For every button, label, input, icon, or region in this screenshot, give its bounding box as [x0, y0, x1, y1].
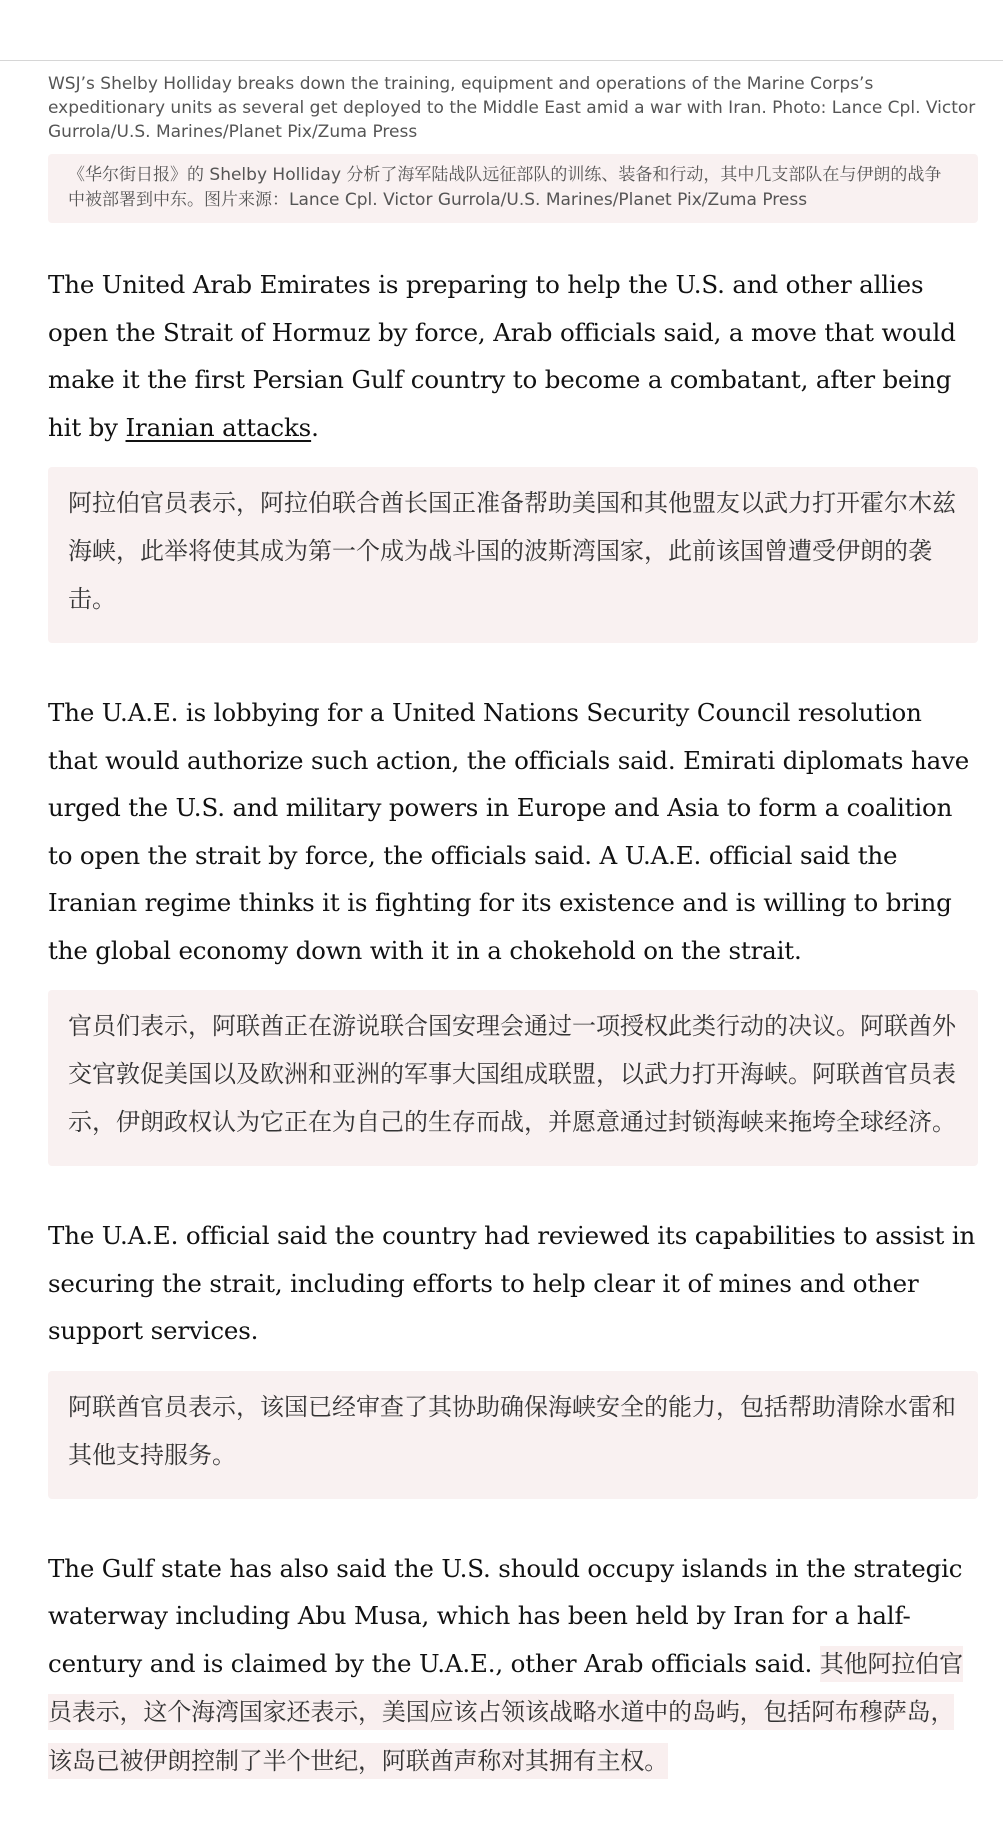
top-bar [0, 0, 1003, 61]
iranian-attacks-link[interactable]: Iranian attacks [125, 412, 312, 442]
paragraph-translation: 官员们表示，阿联酋正在游说联合国安理会通过一项授权此类行动的决议。阿联酋外交官敦促美国以及欧洲和亚洲的军事大国组成联盟，以武力打开海峡。阿联酋官员表示，伊朗政权认为它正在为自己的生存而战，并愿意通过封锁海峡来拖垮全球经济。 [48, 990, 978, 1166]
article-paragraph [48, 1545, 978, 1786]
article-paragraph [48, 261, 978, 451]
video-caption-translation: 《华尔街日报》的 Shelby Holliday 分析了海军陆战队远征部队的训练、装备和行动，其中几支部队在与伊朗的战争中被部署到中东。图片来源：Lance Cpl. Victor Gurrola/U.S. Marines/Planet Pix/Zuma Press [48, 154, 978, 223]
video-caption: WSJ’s Shelby Holliday breaks down the training, equipment and operations of the Marine Corps’s expeditionary units as several get deployed to the Middle East amid a war with Iran. Photo: Lance Cpl. Victor Gurrola/U.S. Marines/Planet Pix/Zuma Press [48, 74, 976, 142]
paragraph-translation: 阿拉伯官员表示，阿拉伯联合酋长国正准备帮助美国和其他盟友以武力打开霍尔木兹海峡，此举将使其成为第一个成为战斗国的波斯湾国家，此前该国曾遭受伊朗的袭击。 [48, 467, 978, 643]
article-paragraph: The U.A.E. official said the country had reviewed its capabilities to assist in securing the strait, including efforts to help clear it of mines and other support services. [48, 1221, 976, 1345]
paragraph-text-end: . [311, 412, 319, 442]
article-paragraph: The U.A.E. is lobbying for a United Nations Security Council resolution that would authorize such action, the officials said. Emirati diplomats have urged the U.S. and military powers in Europe and Asia to form a coalition to open the strait by force, the officials said. A U.A.E. official said the Iranian regime thinks it is fighting for its existence and is willing to bring the global economy down with it in a chokehold on the strait. [48, 698, 970, 965]
paragraph-translation: 阿联酋官员表示，该国已经审查了其协助确保海峡安全的能力，包括帮助清除水雷和其他支持服务。 [48, 1371, 978, 1499]
paragraph-text: The United Arab Emirates is preparing to help the U.S. and other allies open the Strait of Hormuz by force, Arab officials said, a move that would make it the first Persian Gulf country to become a combatant, after being hit by [48, 270, 956, 442]
inline-translation: 其他阿拉伯官员表示，这个海湾国家还表示，美国应该占领该战略水道中的岛屿，包括阿布穆萨岛，该岛已被伊朗控制了半个世纪，阿联酋声称对其拥有主权。 [48, 1646, 963, 1779]
article-body [48, 60, 978, 1785]
paragraph-text: The Gulf state has also said the U.S. should occupy islands in the strategic waterway including Abu Musa, which has been held by Iran for a half-century and is claimed by the U.A.E., other Arab officials said. [48, 1553, 963, 1678]
